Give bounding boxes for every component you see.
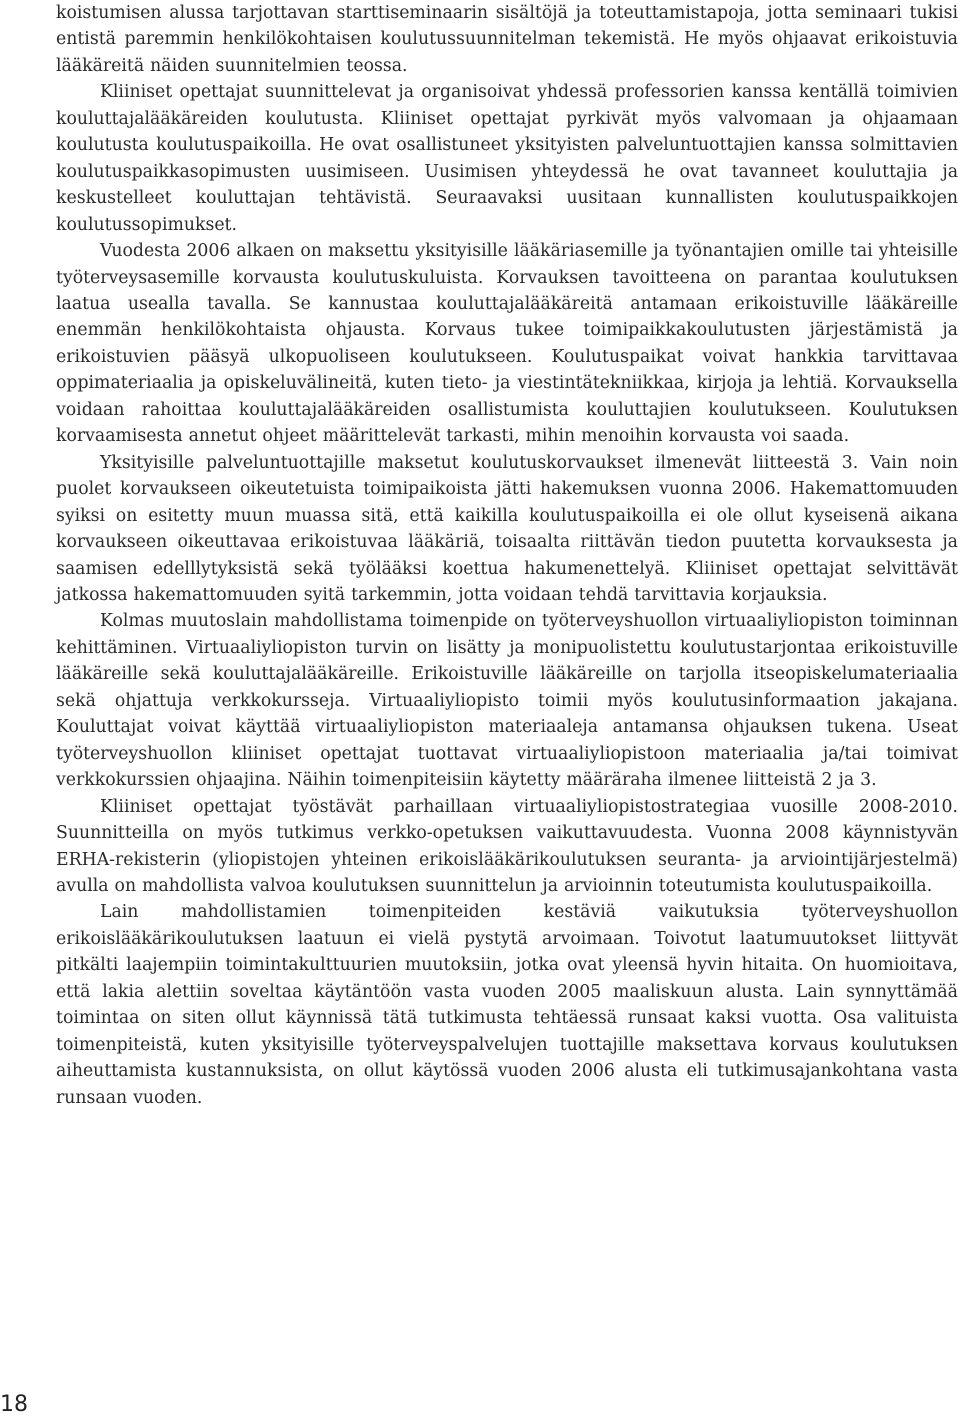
paragraph-clinical-teachers: Kliiniset opettajat suunnittelevat ja organisoivat yhdessä professorien kanssa kentällä toimivien kouluttajalääkäreiden koulutusta. Kliiniset opettajat pyrkivät myös valvomaan ja ohjaamaan koulutusta koulutuspaikoilla. He ovat osallistuneet yksityisten palveluntuottajien kanssa solmittavien koulutuspaikkasopimusten uusimiseen. Uusimisen yhteydessä he ovat tavanneet kouluttajia ja keskustelleet kouluttajan tehtävistä. Seuraavaksi uusitaan kunnallisten koulutuspaikkojen koulutussopimukset.	[56, 82, 958, 235]
paragraph-strategy: Kliiniset opettajat työstävät parhaillaan virtuaaliyliopistostrategiaa vuosille 2008-2010. Suunnitteilla on myös tutkimus verkko-opetuksen vaikuttavuudesta. Vuonna 2008 käynnistyvän ERHA-rekisterin (yliopistojen yhteinen erikoislääkärikoulutuksen seuranta- ja arviointijärjestelmä) avulla on mahdollista valvoa koulutuksen suunnittelun ja arvioinnin toteutumista koulutuspaikoilla.	[56, 796, 958, 896]
page-number: 18	[0, 1392, 28, 1417]
paragraph-compensation: Vuodesta 2006 alkaen on maksettu yksityisille lääkäriasemille ja työnantajien omille tai yhteisille työterveysasemille korvausta koulutuskuluista. Korvauksen tavoitteena on parantaa koulutuksen laatua usealla tavalla. Se kannustaa kouluttajalääkäreitä antamaan erikoistuville lääkäreille enemmän henkilökohtaista ohjausta. Korvaus tukee toimipaikkakoulutusten järjestämistä ja erikoistuvien pääsyä ulkopuoliseen koulutukseen. Koulutuspaikat voivat hankkia tarvittavaa oppimateriaalia ja opiskeluvälineitä, kuten tieto- ja viestintätekniikkaa, kirjoja ja lehtiä. Korvauksella voidaan rahoittaa kouluttajalääkäreiden osallistumista kouluttajien koulutukseen. Koulutuksen korvaamisesta annetut ohjeet määrittelevät tarkasti, mihin menoihin korvausta voi saada.	[56, 241, 958, 447]
paragraph-continuation: koistumisen alussa tarjottavan starttiseminaarin sisältöjä ja toteuttamistapoja, jotta seminaari tukisi entistä paremmin henkilökohtaisen koulutussuunnitelman tekemistä. He myös ohjaavat erikoistuvia lääkäreitä näiden suunnitelmien teossa.	[56, 3, 958, 76]
paragraph-private-providers: Yksityisille palveluntuottajille maksetut koulutuskorvaukset ilmenevät liitteestä 3. Vain noin puolet korvaukseen oikeutetuista toimipaikoista jätti hakemuksen vuonna 2006. Hakemattomuuden syiksi on esitetty muun muassa sitä, että kaikilla koulutuspaikoilla ei ole ollut kyseisenä aikana korvaukseen oikeuttavaa erikoistuvaa lääkäriä, toisaalta riittävän tiedon puutetta korvauksesta ja saamisen edelllytyksistä sekä työlääksi koettua hakumenettelyä. Kliiniset opettajat selvittävät jatkossa hakemattomuuden syitä tarkemmin, jotta voidaan tehdä tarvittavia korjauksia.	[56, 452, 958, 605]
paragraph-virtual-university: Kolmas muutoslain mahdollistama toimenpide on työterveyshuollon virtuaaliyliopiston toiminnan kehittäminen. Virtuaaliyliopiston turvin on lisätty ja monipuolistettu koulutustarjontaa erikoistuville lääkäreille sekä kouluttajalääkäreille. Erikoistuville lääkäreille on tarjolla itseopiskelumateriaalia sekä ohjattuja verkkokursseja. Virtuaaliyliopisto toimii myös koulutusinformaation jakajana. Kouluttajat voivat käyttää virtuaaliyliopiston materiaaleja antamansa ohjauksen tukena. Useat työterveyshuollon kliiniset opettajat tuottavat virtuaaliyliopistoon materiaalia ja/tai toimivat verkkokurssien ohjaajina. Näihin toimenpiteisiin käytetty määräraha ilmenee liitteistä 2 ja 3.	[56, 611, 958, 791]
document-body	[56, 0, 958, 1111]
paragraph-effects: Lain mahdollistamien toimenpiteiden kestäviä vaikutuksia työterveyshuollon erikoislääkärikoulutuksen laatuun ei vielä pystytä arvoimaan. Toivotut laatumuutokset liittyvät pitkälti laajempiin toimintakulttuurien muutoksiin, jotka ovat yleensä hyvin hitaita. On huomioitava, että lakia alettiin soveltaa käytäntöön vasta vuoden 2005 maaliskuun alusta. Lain synnyttämää toimintaa on siten ollut käynnissä tätä tutkimusta tehtäessä runsaat kaksi vuotta. Osa valituista toimenpiteistä, kuten yksityisille työterveyspalvelujen tuottajille maksettava korvaus koulutuksen aiheuttamista kustannuksista, on ollut käytössä vuoden 2006 alusta eli tutkimusajankohtana vasta runsaan vuoden.	[56, 902, 958, 1108]
